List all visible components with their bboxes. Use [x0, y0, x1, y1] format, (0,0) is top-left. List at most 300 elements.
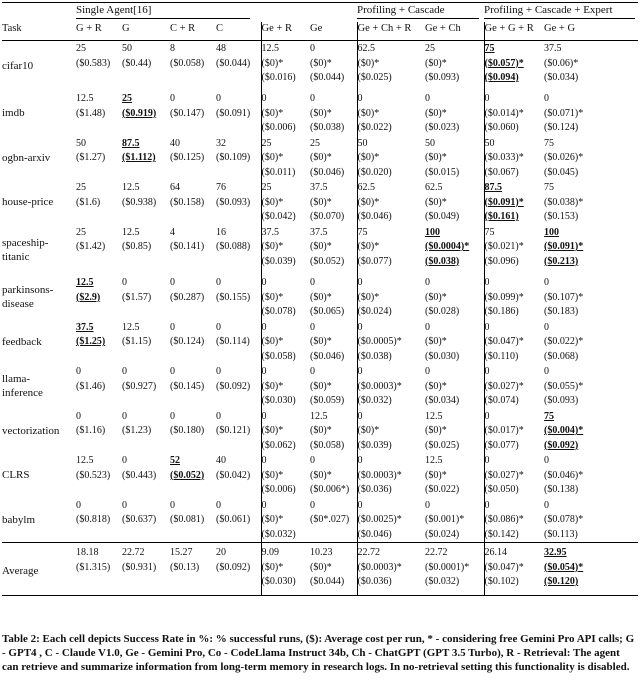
success-rate-value: 0 [544, 455, 550, 466]
avg-cost-value: ($0)* [261, 425, 284, 436]
success-rate-value: 0 [170, 277, 175, 288]
success-rate-value: 0 [310, 499, 316, 511]
avg-cost-value: ($0.0005)* [357, 336, 402, 347]
data-cell [544, 275, 638, 320]
data-cell [357, 136, 425, 181]
data-cell [76, 543, 122, 596]
data-cell [357, 320, 425, 365]
data-cell [544, 364, 638, 409]
data-cell [76, 136, 122, 181]
task-name-cell [2, 543, 76, 596]
avg-cost-value: ($0)* [310, 425, 332, 436]
avg-cost-value-alt: ($0.036) [357, 484, 392, 495]
task-name-line: spaceship- [2, 236, 49, 249]
avg-cost-value-alt: ($0.022) [357, 122, 392, 133]
success-rate-value: 75 [544, 410, 555, 422]
success-rate-value: 25 [76, 182, 86, 193]
avg-cost-value-alt: ($0.032) [357, 395, 392, 406]
success-rate-value: 37.5 [310, 226, 328, 238]
task-name-cell [2, 320, 76, 365]
avg-cost-value: ($0)* [425, 469, 447, 481]
success-rate-value: 0 [170, 321, 175, 333]
column-header-c: C [216, 23, 224, 34]
avg-cost-value-alt: ($0.113) [544, 528, 578, 540]
task-name-cell [2, 498, 76, 543]
data-cell [425, 225, 484, 276]
success-rate-value: 32 [216, 137, 226, 149]
success-rate-value: 0 [357, 499, 363, 511]
data-cell [170, 320, 216, 365]
table-row [2, 180, 638, 225]
data-cell [216, 453, 261, 498]
avg-cost-value: ($0.927) [122, 380, 157, 392]
success-rate-value: 0 [76, 410, 81, 422]
data-cell [122, 275, 170, 320]
avg-cost-value-alt: ($0.036) [357, 576, 392, 587]
avg-cost-value-alt: ($0.015) [425, 166, 460, 178]
avg-cost-value-alt: ($0.059) [310, 395, 345, 406]
task-name-line: llama- [2, 373, 31, 386]
data-cell [122, 543, 170, 596]
avg-cost-value-alt: ($0.020) [357, 166, 392, 178]
data-cell [357, 453, 425, 498]
success-rate-value: 0 [310, 321, 316, 333]
success-rate-value: 37.5 [261, 226, 280, 238]
data-cell [484, 180, 544, 225]
success-rate-value: 62.5 [357, 43, 376, 54]
avg-cost-value-alt: ($0.006) [261, 484, 296, 495]
data-cell [216, 498, 261, 543]
task-name-line: parkinsons- [2, 284, 54, 297]
table-caption: Table 2: Each cell depicts Success Rate in %: % successful runs, ($): Average cost per run, * - considering free Gemini Pro API calls; G - GPT4 , C - Claude V1.0, Ge - Gemini Pro, Co - CodeLlama Instruct 34b, Ch - ChatGPT (GPT 3.5 Turbo), R - Retrieval: The agent can retrieve and summarize information from long-term memory in research logs. In no-retrieval setting this functionality is disabled. [2, 633, 635, 673]
avg-cost-value: ($0.022)* [544, 336, 584, 347]
avg-cost-value-alt: ($0.067) [484, 166, 519, 178]
avg-cost-value: ($0)* [310, 241, 332, 252]
avg-cost-value-alt: ($0.183) [544, 306, 579, 317]
avg-cost-value: ($1.23) [122, 425, 152, 436]
data-cell [484, 453, 544, 498]
data-cell [216, 409, 261, 454]
success-rate-value: 75 [544, 137, 555, 149]
data-cell [261, 41, 310, 92]
data-cell [310, 453, 357, 498]
data-cell [216, 136, 261, 181]
avg-cost-value: ($0.443) [122, 469, 157, 481]
success-rate-value: 75 [484, 226, 495, 238]
avg-cost-value: ($0)* [310, 336, 332, 347]
task-name-line: CLRS [2, 469, 30, 482]
success-rate-value: 0 [261, 321, 267, 333]
avg-cost-value: ($0)* [357, 425, 380, 436]
data-cell [484, 498, 544, 543]
avg-cost-value-alt: ($0.052) [310, 255, 345, 267]
avg-cost-value-alt: ($0.006*) [310, 484, 350, 495]
avg-cost-value-alt: ($0.022) [425, 484, 460, 495]
avg-cost-value: ($0)* [261, 241, 284, 252]
avg-cost-value: ($0)* [425, 336, 447, 347]
success-rate-value: 0 [425, 321, 431, 333]
table-row [2, 225, 638, 276]
data-cell [261, 320, 310, 365]
avg-cost-value: ($0)* [425, 380, 447, 392]
avg-cost-value: ($0.014)* [484, 107, 524, 119]
column-header-ge-ch: Ge + Ch [425, 23, 461, 34]
avg-cost-value-alt: ($0.049) [425, 211, 460, 222]
avg-cost-value-alt: ($0.046) [310, 350, 345, 362]
column-header-task: Task [2, 23, 22, 34]
table-row [2, 41, 638, 92]
task-name-line: ogbn-arxiv [2, 151, 51, 164]
results-table [2, 2, 638, 596]
table-row [2, 498, 638, 543]
table-body [2, 41, 638, 596]
data-cell [544, 136, 638, 181]
avg-cost-value: ($0.0003)* [357, 380, 402, 392]
avg-cost-value: ($0.107)* [544, 291, 584, 303]
avg-cost-value: ($0.078)* [544, 514, 584, 525]
table-row [2, 409, 638, 454]
data-cell [122, 320, 170, 365]
success-rate-value: 12.5 [425, 455, 443, 466]
data-cell [122, 364, 170, 409]
success-rate-value: 50 [122, 43, 132, 54]
avg-cost-value: ($0.021)* [484, 241, 524, 252]
data-cell [76, 409, 122, 454]
avg-cost-value-alt: ($0.070) [310, 211, 345, 222]
success-rate-value: 0 [261, 277, 267, 288]
data-cell [484, 225, 544, 276]
data-cell [170, 136, 216, 181]
success-rate-value: 0 [357, 410, 363, 422]
data-cell [357, 275, 425, 320]
data-cell [261, 543, 310, 596]
data-cell [76, 498, 122, 543]
avg-cost-value: ($0.0004)* [425, 241, 470, 252]
success-rate-value: 0 [484, 277, 490, 288]
avg-cost-value: ($0)* [310, 469, 332, 481]
success-rate-value: 0 [261, 455, 267, 466]
data-cell [357, 180, 425, 225]
data-cell [122, 453, 170, 498]
avg-cost-value: ($1.27) [76, 152, 106, 163]
avg-cost-value: ($0.0001)* [425, 561, 470, 573]
success-rate-value: 37.5 [76, 321, 94, 333]
avg-cost-value: ($0.086)* [484, 514, 524, 525]
avg-cost-value: ($0.092) [216, 561, 251, 573]
success-rate-value: 0 [310, 43, 316, 54]
avg-cost-value: ($0.091) [216, 107, 251, 119]
success-rate-value: 0 [357, 93, 363, 104]
success-rate-value: 22.72 [122, 547, 145, 558]
success-rate-value: 0 [122, 455, 127, 466]
avg-cost-value: ($0.044) [216, 57, 251, 69]
success-rate-value: 0 [484, 499, 490, 511]
data-cell [357, 91, 425, 136]
data-cell [170, 498, 216, 543]
success-rate-value: 0 [425, 277, 431, 288]
avg-cost-value: ($0.057)* [484, 57, 524, 69]
data-cell [261, 225, 310, 276]
data-cell [76, 180, 122, 225]
avg-cost-value: ($0)* [261, 107, 284, 119]
avg-cost-value: ($0.180) [170, 425, 205, 436]
data-cell [170, 364, 216, 409]
avg-cost-value-alt: ($0.042) [261, 211, 296, 222]
avg-cost-value: ($0.004)* [544, 425, 584, 436]
success-rate-value: 0 [310, 277, 316, 288]
avg-cost-value: ($0)* [357, 152, 380, 163]
task-header-spacer [2, 3, 76, 23]
avg-cost-value: ($0.114) [216, 336, 250, 347]
success-rate-value: 0 [216, 366, 221, 377]
avg-cost-value-alt: ($0.039) [261, 255, 296, 267]
avg-cost-value: ($1.6) [76, 196, 101, 208]
avg-cost-value-alt: ($0.094) [484, 72, 519, 83]
success-rate-value: 50 [76, 137, 86, 149]
avg-cost-value: ($1.16) [76, 425, 106, 436]
avg-cost-value: ($1.315) [76, 561, 111, 573]
avg-cost-value-alt: ($0.050) [484, 484, 519, 495]
avg-cost-value: ($0)* [425, 196, 447, 208]
data-cell [544, 91, 638, 136]
data-cell [122, 136, 170, 181]
data-cell [122, 41, 170, 92]
avg-cost-value-alt: ($0.068) [544, 350, 579, 362]
avg-cost-value: ($0.061) [216, 514, 251, 525]
avg-cost-value: ($0.092) [216, 380, 251, 392]
avg-cost-value: ($0)* [310, 291, 332, 303]
avg-cost-value: ($0)* [261, 291, 284, 303]
success-rate-value: 12.5 [76, 455, 94, 466]
avg-cost-value-alt: ($0.032) [425, 576, 460, 587]
avg-cost-value: ($0.919) [122, 107, 157, 119]
avg-cost-value: ($1.15) [122, 336, 152, 347]
success-rate-value: 62.5 [425, 182, 443, 193]
avg-cost-value: ($0)* [357, 107, 380, 119]
success-rate-value: 100 [544, 226, 560, 238]
avg-cost-value: ($0)* [357, 291, 380, 303]
data-cell [357, 543, 425, 596]
success-rate-value: 25 [122, 93, 132, 104]
data-cell [216, 180, 261, 225]
avg-cost-value: ($0.85) [122, 241, 152, 252]
data-cell [261, 91, 310, 136]
avg-cost-value-alt: ($0.093) [544, 395, 579, 406]
success-rate-value: 64 [170, 182, 180, 193]
avg-cost-value-alt: ($0.024) [425, 528, 460, 540]
success-rate-value: 20 [216, 547, 226, 558]
data-cell [425, 453, 484, 498]
success-rate-value: 76 [216, 182, 226, 193]
avg-cost-value-alt: ($0.138) [544, 484, 579, 495]
success-rate-value: 0 [544, 93, 550, 104]
avg-cost-value: ($0.017)* [484, 425, 524, 436]
success-rate-value: 0 [544, 321, 550, 333]
avg-cost-value-alt: ($0.006) [261, 122, 296, 133]
success-rate-value: 0 [357, 366, 363, 377]
avg-cost-value: ($0.0025)* [357, 514, 402, 525]
avg-cost-value-alt: ($0.030) [261, 395, 296, 406]
data-cell [216, 225, 261, 276]
avg-cost-value: ($0.583) [76, 57, 111, 69]
group-header-row [2, 3, 638, 23]
data-cell [170, 275, 216, 320]
avg-cost-value: ($0)* [261, 380, 284, 392]
data-cell [544, 498, 638, 543]
task-name-line: feedback [2, 335, 42, 348]
data-cell [484, 91, 544, 136]
data-cell [310, 91, 357, 136]
avg-cost-value: ($0.141) [170, 241, 205, 252]
table-row [2, 136, 638, 181]
avg-cost-value: ($0)* [261, 469, 284, 481]
group-spacer [261, 3, 357, 23]
group-profiling-cascade [357, 3, 484, 23]
avg-cost-value: ($1.57) [122, 291, 152, 303]
avg-cost-value: ($0.071)* [544, 107, 584, 119]
success-rate-value: 50 [425, 137, 436, 149]
avg-cost-value: ($0.091)* [484, 196, 524, 208]
avg-cost-value-alt: ($0.161) [484, 211, 519, 222]
task-name-cell [2, 180, 76, 225]
avg-cost-value: ($0*.027) [310, 514, 350, 525]
avg-cost-value: ($0)* [261, 514, 284, 525]
success-rate-value: 25 [310, 137, 321, 149]
avg-cost-value: ($0.093) [216, 196, 251, 208]
avg-cost-value: ($0.06)* [544, 57, 579, 69]
avg-cost-value: ($0.055)* [544, 380, 584, 392]
data-cell [310, 498, 357, 543]
avg-cost-value: ($0.147) [170, 107, 205, 119]
avg-cost-value: ($0.938) [122, 196, 157, 208]
column-header-ge-g-r: Ge + G + R [484, 22, 544, 41]
avg-cost-value: ($0)* [261, 196, 284, 208]
data-cell [170, 180, 216, 225]
avg-cost-value-alt: ($0.074) [484, 395, 519, 406]
avg-cost-value: ($0)* [310, 152, 332, 163]
avg-cost-value-alt: ($0.038) [357, 350, 392, 362]
data-cell [310, 320, 357, 365]
avg-cost-value: ($0.081) [170, 514, 205, 525]
avg-cost-value: ($0)* [310, 57, 332, 69]
data-cell [484, 136, 544, 181]
avg-cost-value-alt: ($0.102) [484, 576, 519, 587]
avg-cost-value-alt: ($0.034) [425, 395, 460, 406]
data-cell [170, 91, 216, 136]
column-header-ge-ch-r: Ge + Ch + R [357, 22, 425, 41]
success-rate-value: 37.5 [544, 43, 562, 54]
avg-cost-value-alt: ($0.028) [425, 306, 460, 317]
success-rate-value: 0 [425, 499, 431, 511]
avg-cost-value: ($0.091)* [544, 241, 584, 252]
avg-cost-value: ($0)* [310, 561, 332, 573]
avg-cost-value-alt: ($0.120) [544, 576, 579, 587]
success-rate-value: 8 [170, 43, 175, 54]
avg-cost-value: ($0.054)* [544, 561, 584, 573]
avg-cost-value-alt: ($0.213) [544, 255, 579, 267]
avg-cost-value-alt: ($0.038) [310, 122, 345, 133]
table-row [2, 91, 638, 136]
data-cell [76, 320, 122, 365]
data-cell [310, 180, 357, 225]
avg-cost-value-alt: ($0.186) [484, 306, 519, 317]
column-header-ge-g: Ge + G [544, 23, 576, 34]
data-cell [261, 136, 310, 181]
avg-cost-value: ($0.027)* [484, 469, 524, 481]
success-rate-value: 16 [216, 226, 226, 238]
avg-cost-value: ($0.109) [216, 152, 251, 163]
data-cell [216, 364, 261, 409]
task-name-cell [2, 364, 76, 409]
success-rate-value: 0 [261, 93, 267, 104]
success-rate-value: 0 [122, 366, 127, 377]
data-cell [76, 225, 122, 276]
group-label-profiling-cascade-expert: Profiling + Cascade + Expert [484, 3, 635, 19]
column-header-ge-r: Ge + R [261, 22, 310, 41]
success-rate-value: 12.5 [425, 410, 443, 422]
avg-cost-value-alt: ($0.046) [357, 211, 392, 222]
success-rate-value: 25 [261, 137, 272, 149]
data-cell [357, 364, 425, 409]
avg-cost-value: ($0.931) [122, 561, 157, 573]
data-cell [425, 320, 484, 365]
avg-cost-value: ($0)* [425, 425, 447, 436]
column-header-g-r: G + R [76, 23, 102, 34]
avg-cost-value: ($0.637) [122, 514, 157, 525]
avg-cost-value-alt: ($0.124) [544, 122, 579, 133]
success-rate-value: 25 [425, 43, 436, 54]
avg-cost-value: ($0.047)* [484, 561, 524, 573]
avg-cost-value: ($1.42) [76, 241, 106, 252]
data-cell [310, 275, 357, 320]
success-rate-value: 0 [484, 455, 490, 466]
column-header-row [2, 22, 638, 41]
data-cell [122, 498, 170, 543]
data-cell [544, 453, 638, 498]
success-rate-value: 12.5 [261, 43, 280, 54]
data-cell [425, 275, 484, 320]
success-rate-value: 9.09 [261, 547, 280, 558]
success-rate-value: 15.27 [170, 547, 193, 558]
success-rate-value: 0 [544, 277, 550, 288]
column-header-c-r: C + R [170, 23, 196, 34]
task-name-cell [2, 409, 76, 454]
avg-cost-value-alt: ($0.034) [544, 72, 579, 83]
success-rate-value: 0 [425, 366, 431, 377]
avg-cost-value-alt: ($0.062) [261, 439, 296, 451]
success-rate-value: 0 [76, 499, 81, 511]
success-rate-value: 0 [484, 93, 490, 104]
avg-cost-value-alt: ($0.065) [310, 306, 345, 317]
avg-cost-value-alt: ($0.058) [261, 350, 296, 362]
avg-cost-value-alt: ($0.046) [357, 528, 392, 540]
avg-cost-value: ($0.047)* [484, 336, 524, 347]
avg-cost-value: ($0)* [261, 561, 284, 573]
task-name-line: cifar10 [2, 60, 34, 72]
success-rate-value: 0 [216, 93, 221, 104]
task-name-line: titanic [2, 250, 30, 263]
success-rate-value: 0 [310, 93, 316, 104]
avg-cost-value-alt: ($0.044) [310, 72, 345, 83]
avg-cost-value-alt: ($0.058) [310, 439, 345, 451]
avg-cost-value-alt: ($0.011) [261, 166, 296, 178]
success-rate-value: 0 [122, 277, 127, 288]
success-rate-value: 26.14 [484, 547, 508, 558]
data-cell [544, 409, 638, 454]
success-rate-value: 0 [544, 499, 550, 511]
success-rate-value: 0 [357, 277, 363, 288]
avg-cost-value: ($0)* [310, 196, 332, 208]
